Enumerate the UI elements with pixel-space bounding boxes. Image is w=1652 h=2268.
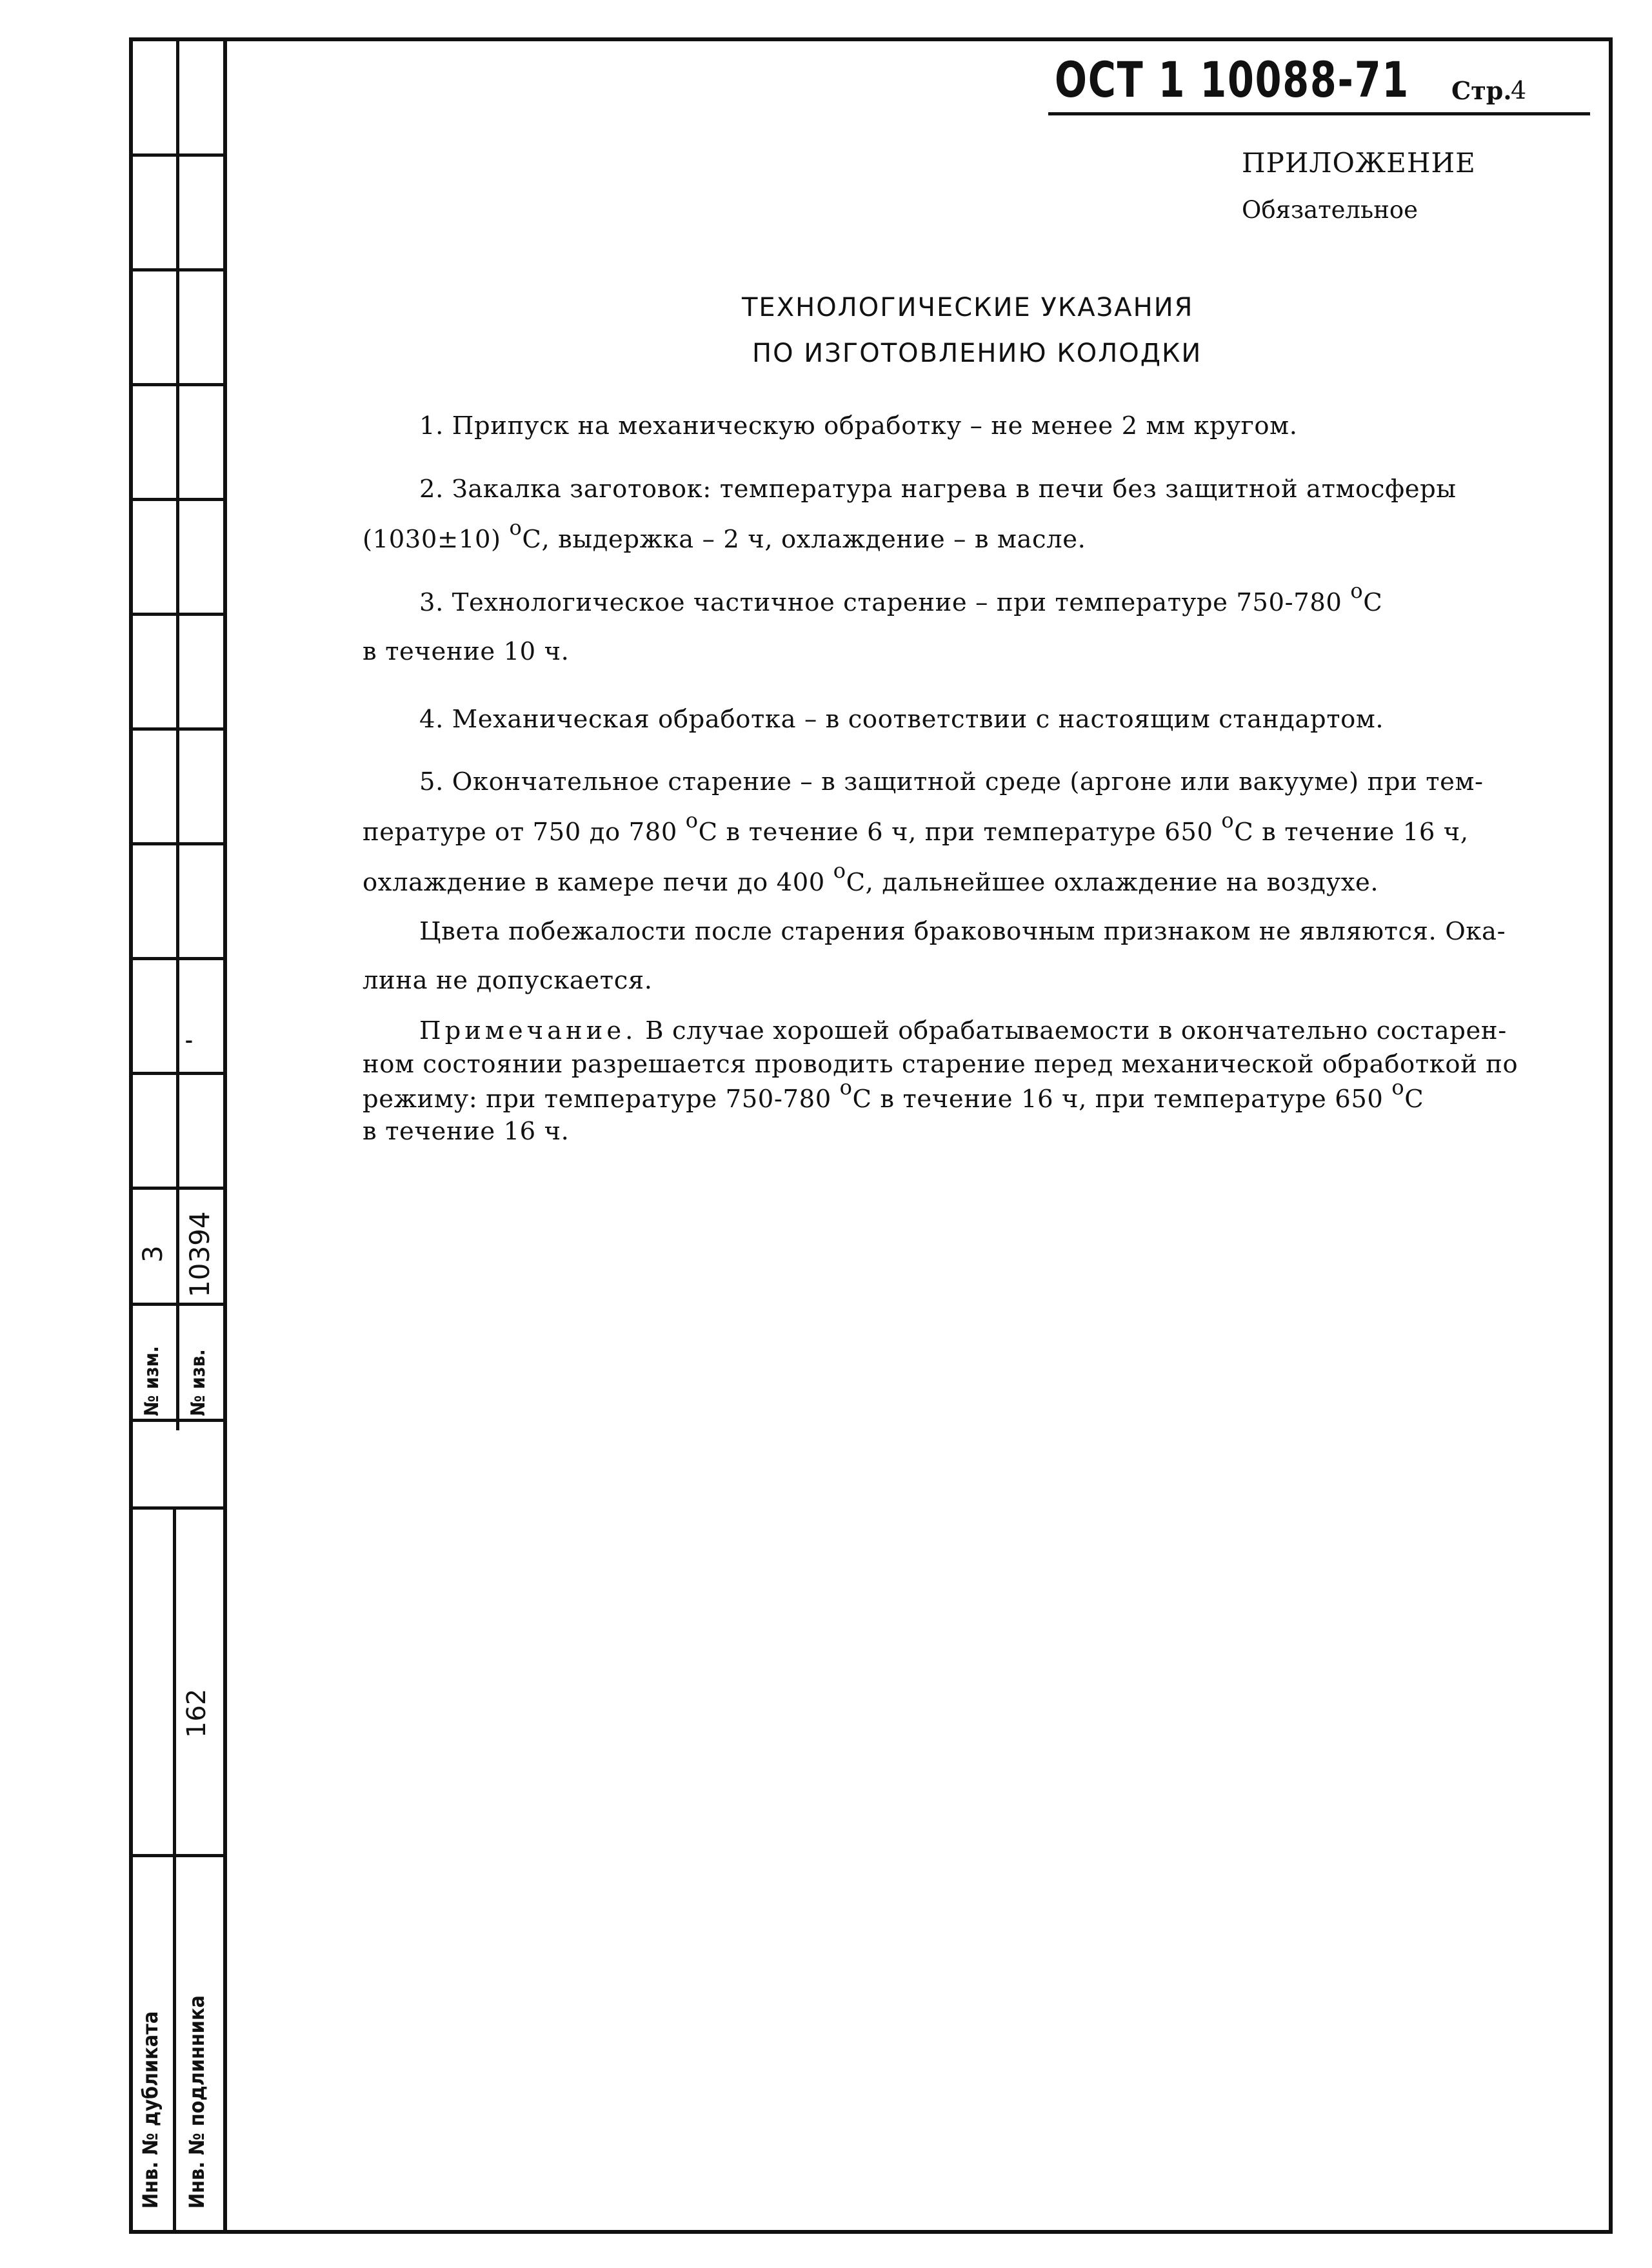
margin-row-line	[129, 498, 226, 501]
p2-text-b: С, выдержка – 2 ч, охлаждение – в масле.	[522, 525, 1086, 554]
p5-text-b: С в течение 6 ч, при температуре 650	[698, 818, 1222, 847]
margin-row-line	[129, 1303, 226, 1306]
standard-code: ОСТ 1 10088-71	[1055, 51, 1409, 108]
p3-text-a: 3. Технологическое частичное старение – при температуре 750-780	[419, 588, 1351, 617]
margin-row-line	[129, 153, 226, 157]
margin-row-line	[129, 957, 226, 960]
orig-inv-value: 162	[182, 1688, 212, 1738]
margin-left-border	[129, 37, 133, 2234]
note-text-a: режиму: при температуре 750-780	[363, 1085, 840, 1114]
paragraph-6-line1: Цвета побежалости после старения браковочным признаком не являются. Ока-	[419, 917, 1506, 946]
paragraph-6-line2: лина не допускается.	[363, 966, 653, 995]
p5-text-e: С, дальнейшее охлаждение на воздухе.	[846, 868, 1379, 897]
paragraph-3-line1	[419, 578, 1383, 617]
margin-row-line	[129, 613, 226, 616]
appendix-title: ПРИЛОЖЕНИЕ	[1242, 147, 1476, 179]
margin-row-line	[129, 383, 226, 386]
page-label: Стр.	[1451, 76, 1512, 105]
degree-mark: о	[833, 858, 846, 883]
paragraph-1: 1. Припуск на механическую обработку – не менее 2 мм кругом.	[419, 411, 1298, 440]
dup-inv-label: Инв. № дубликата	[138, 2011, 163, 2209]
margin-row-line	[129, 268, 226, 271]
tick-mark: '	[182, 1038, 208, 1045]
p5-text-d: охлаждение в камере печи до 400	[363, 868, 833, 897]
note-line2: ном состоянии разрешается проводить старение перед механической обработкой по	[363, 1050, 1518, 1079]
note-line4: в течение 16 ч.	[363, 1117, 570, 1146]
p3-text-b: С	[1363, 588, 1383, 617]
p5-text-a: пературе от 750 до 780	[363, 818, 686, 847]
notice-no-label: № изв.	[187, 1349, 210, 1416]
paragraph-4: 4. Механическая обработка – в соответствии с настоящим стандартом.	[419, 705, 1384, 734]
paragraph-3-line2: в течение 10 ч.	[363, 637, 570, 666]
paragraph-2-line2	[363, 515, 1086, 554]
note-line1	[419, 1016, 1507, 1045]
note-line3	[363, 1075, 1424, 1114]
section-title-line1: ТЕХНОЛОГИЧЕСКИЕ УКАЗАНИЯ	[742, 293, 1194, 322]
paragraph-5-line1: 5. Окончательное старение – в защитной среде (аргоне или вакууме) при тем-	[419, 767, 1484, 796]
paragraph-5-line3	[363, 858, 1379, 897]
margin-divider	[176, 37, 179, 1430]
degree-mark: о	[1391, 1075, 1405, 1099]
note-text-1: В случае хорошей обрабатываемости в окончательно состарен-	[637, 1016, 1507, 1045]
header-rule	[1048, 112, 1590, 115]
page-number: 4	[1511, 76, 1527, 104]
note-text-b: С в течение 16 ч, при температуре 650	[852, 1085, 1392, 1114]
degree-mark: о	[509, 515, 522, 540]
orig-inv-label: Инв. № подлинника	[184, 1995, 209, 2209]
margin-divider	[173, 1509, 176, 2234]
margin-row-line	[129, 1419, 226, 1422]
appendix-status: Обязательное	[1242, 196, 1418, 224]
paragraph-2-line1: 2. Закалка заготовок: температура нагрева в печи без защитной атмосферы	[419, 475, 1457, 504]
change-no-label: № изм.	[141, 1346, 163, 1416]
degree-mark: о	[839, 1075, 853, 1099]
margin-row-line	[129, 1187, 226, 1190]
degree-mark: о	[1221, 808, 1235, 833]
change-no-value: 3	[137, 1245, 168, 1263]
p5-text-c: С в течение 16 ч,	[1234, 818, 1469, 847]
margin-row-line	[129, 1854, 226, 1857]
degree-mark: о	[1350, 578, 1364, 603]
degree-mark: о	[685, 808, 699, 833]
section-title-line2: ПО ИЗГОТОВЛЕНИЮ КОЛОДКИ	[752, 339, 1202, 368]
note-label: Примечание.	[419, 1016, 637, 1045]
margin-row-line	[129, 1072, 226, 1075]
margin-row-line	[129, 727, 226, 731]
paragraph-5-line2	[363, 808, 1469, 847]
p2-text-a: (1030±10)	[363, 525, 510, 554]
margin-row-line	[129, 1506, 226, 1510]
margin-bottom-border	[129, 2230, 226, 2234]
notice-no-value: 10394	[184, 1211, 215, 1297]
note-text-c: С	[1404, 1085, 1424, 1114]
margin-row-line	[129, 842, 226, 845]
